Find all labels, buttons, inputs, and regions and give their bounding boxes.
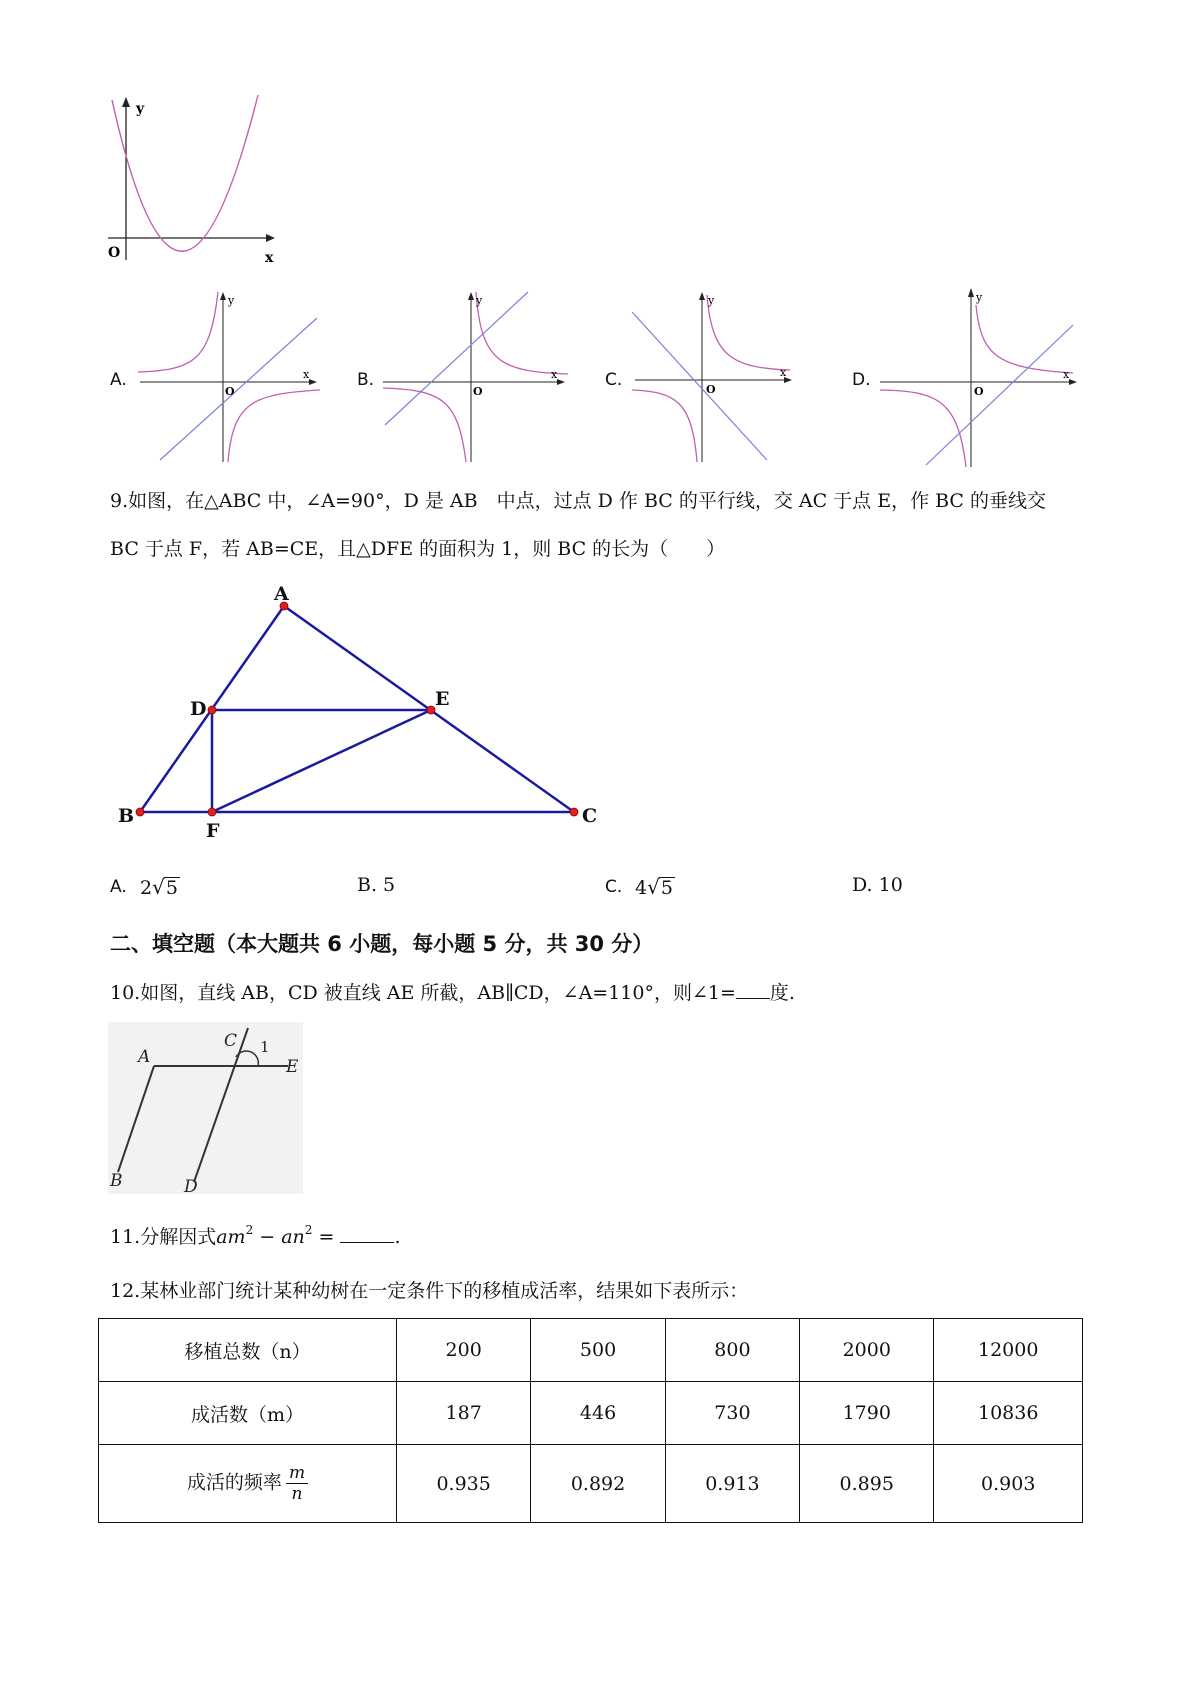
table-cell: 2000 — [800, 1319, 934, 1382]
table-cell: 187 — [397, 1382, 531, 1445]
table-cell: 0.913 — [665, 1445, 799, 1523]
q10-text: 10.如图，直线 AB，CD 被直线 AE 所截，AB∥CD，∠A=110°，则∠1= 度. — [110, 982, 795, 1004]
svg-text:x: x — [780, 366, 787, 379]
q9-option-a-label: A. — [110, 877, 127, 897]
svg-text:x: x — [303, 368, 310, 381]
section-heading: 二、填空题（本大题共 6 小题，每小题 5 分，共 30 分） — [110, 932, 654, 956]
table-cell: 500 — [531, 1319, 665, 1382]
table-cell: 0.935 — [397, 1445, 531, 1523]
point-d-label: D — [190, 698, 207, 720]
svg-text:B: B — [110, 1171, 123, 1191]
svg-text:A: A — [138, 1047, 151, 1067]
y-axis-label: y — [136, 101, 145, 117]
table-cell: 12000 — [934, 1319, 1083, 1382]
table-cell: 0.895 — [800, 1445, 934, 1523]
row-header: 成活数（m） — [99, 1382, 397, 1445]
q9-option-a-value: 2√5 — [140, 875, 178, 899]
option-d-graph — [878, 285, 1078, 470]
table-cell: 0.903 — [934, 1445, 1083, 1523]
svg-text:y: y — [976, 291, 983, 304]
q9-option-b: B. 5 — [357, 874, 396, 896]
svg-text:y: y — [476, 294, 483, 307]
svg-text:y: y — [228, 294, 235, 307]
svg-text:D: D — [184, 1177, 198, 1197]
svg-text:O: O — [225, 385, 235, 398]
q11-text: 11.分解因式$am^2 - an^2$ = . — [110, 1223, 401, 1248]
origin-label: O — [108, 245, 121, 261]
svg-text:x: x — [1063, 368, 1070, 381]
svg-text:C: C — [224, 1031, 238, 1051]
q9-line1: 9.如图，在△ABC 中，∠A=90°，D 是 AB 中点，过点 D 作 BC 的平行线，交 AC 于点 E，作 BC 的垂线交 — [110, 490, 1047, 512]
parabola-graph — [100, 95, 280, 270]
row-header: 移植总数（n） — [99, 1319, 397, 1382]
option-a-label: A. — [110, 370, 127, 390]
table-cell: 10836 — [934, 1382, 1083, 1445]
svg-text:O: O — [473, 385, 483, 398]
table-cell: 730 — [665, 1382, 799, 1445]
svg-text:E: E — [286, 1057, 299, 1077]
point-f-label: F — [206, 820, 220, 842]
option-c-label: C. — [605, 370, 623, 390]
option-a-graph — [135, 290, 325, 465]
svg-text:x: x — [551, 368, 558, 381]
q9-line2: BC 于点 F，若 AB=CE，且△DFE 的面积为 1，则 BC 的长为（ ） — [110, 538, 726, 560]
q9-option-c-label: C. — [605, 877, 623, 897]
q9-option-c-value: 4√5 — [635, 875, 673, 899]
option-b-label: B. — [357, 370, 375, 390]
table-cell: 800 — [665, 1319, 799, 1382]
option-c-graph — [630, 290, 820, 465]
svg-text:O: O — [974, 385, 984, 398]
point-e-label: E — [435, 688, 450, 710]
table-cell: 200 — [397, 1319, 531, 1382]
point-c-label: C — [582, 805, 598, 827]
table-cell: 1790 — [800, 1382, 934, 1445]
table-row — [99, 1319, 1083, 1382]
row-header: 成活的频率 $\frac{m}{n}$ — [99, 1445, 397, 1523]
table-cell: 446 — [531, 1382, 665, 1445]
x-axis-label: x — [265, 250, 274, 266]
parallel-lines-figure — [108, 1022, 303, 1197]
table-row — [99, 1445, 1083, 1523]
svg-text:1: 1 — [260, 1038, 270, 1056]
option-b-graph — [383, 290, 573, 465]
svg-text:O: O — [706, 383, 716, 396]
point-a-label: A — [274, 583, 289, 605]
survival-rate-table — [98, 1318, 1083, 1523]
table-cell: 0.892 — [531, 1445, 665, 1523]
svg-text:y: y — [708, 294, 715, 307]
q12-text: 12.某林业部门统计某种幼树在一定条件下的移植成活率，结果如下表所示： — [110, 1280, 749, 1302]
point-b-label: B — [118, 805, 135, 827]
q9-option-d: D. 10 — [852, 874, 903, 896]
option-d-label: D. — [852, 370, 871, 390]
table-row — [99, 1382, 1083, 1445]
triangle-figure — [110, 580, 610, 845]
